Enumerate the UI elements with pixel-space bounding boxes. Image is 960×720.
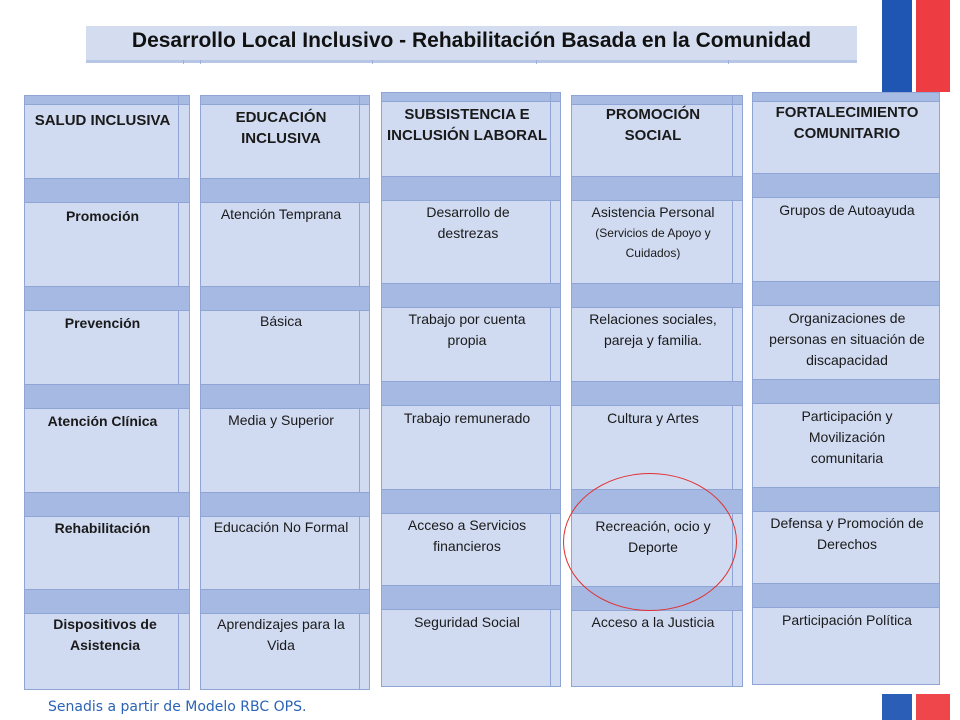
column-header: EDUCACIÓN INCLUSIVA — [235, 109, 327, 147]
banner-tick — [728, 60, 729, 64]
banner-tick — [536, 60, 537, 64]
column-item: Acceso a Servicios financieros — [407, 517, 527, 554]
column-header: FORTALECIMIENTO COMUNITARIO — [775, 104, 919, 142]
column-item-label: Asistencia Personal — [591, 204, 715, 220]
title-banner — [86, 26, 857, 63]
page-title: Desarrollo Local Inclusivo - Rehabilitación Basada en la Comunidad — [131, 29, 812, 52]
banner-tick — [372, 60, 373, 64]
column-salud-inclusiva — [24, 95, 190, 690]
column-item: Seguridad Social — [414, 614, 520, 630]
column-item: Cultura y Artes — [607, 410, 699, 426]
column-item: Defensa y Promoción de Derechos — [770, 515, 924, 552]
column-item: Acceso a la Justicia — [591, 614, 715, 630]
column-item-note: (Servicios de Apoyo y Cuidados) — [595, 226, 711, 260]
column-item: Grupos de Autoayuda — [779, 202, 915, 218]
column-item: Dispositivos de Asistencia — [53, 616, 157, 653]
column-item: Relaciones sociales, pareja y familia. — [589, 311, 717, 348]
column-item: Desarrollo de destrezas — [426, 204, 510, 241]
column-header: SALUD INCLUSIVA — [34, 112, 171, 129]
column-item: Básica — [259, 313, 303, 329]
column-item: Participación Política — [782, 612, 912, 628]
column-header: SUBSISTENCIA E INCLUSIÓN LABORAL — [387, 106, 547, 144]
source-caption: Senadis a partir de Modelo RBC OPS. — [48, 699, 307, 715]
column-item: Educación No Formal — [213, 519, 349, 535]
column-item: Participación y Movilización comunitaria — [801, 408, 893, 466]
column-item: Media y Superior — [228, 412, 334, 428]
column-item: Atención Clínica — [47, 413, 158, 429]
banner-tick — [200, 60, 201, 64]
column-item: Prevención — [64, 315, 141, 331]
column-item: Trabajo remunerado — [403, 410, 531, 426]
column-item: Atención Temprana — [220, 206, 342, 222]
column-subsistencia-inclusion-laboral — [381, 92, 561, 687]
column-item: Organizaciones de personas en situación de discapacidad — [769, 310, 925, 368]
column-educacion-inclusiva — [200, 95, 370, 690]
column-item: Trabajo por cuenta propia — [408, 311, 526, 348]
chile-flag-logo-footer — [882, 694, 950, 720]
column-fortalecimiento-comunitario — [752, 92, 940, 685]
highlight-circle — [563, 473, 737, 611]
column-item: Recreación, ocio y Deporte — [595, 518, 711, 555]
banner-tick — [183, 60, 184, 64]
column-item: Rehabilitación — [54, 520, 151, 536]
column-header: PROMOCIÓN SOCIAL — [605, 106, 701, 144]
column-item — [572, 202, 734, 263]
chile-flag-logo — [882, 0, 950, 92]
column-item: Promoción — [65, 208, 140, 224]
column-item: Aprendizajes para la Vida — [217, 616, 345, 653]
